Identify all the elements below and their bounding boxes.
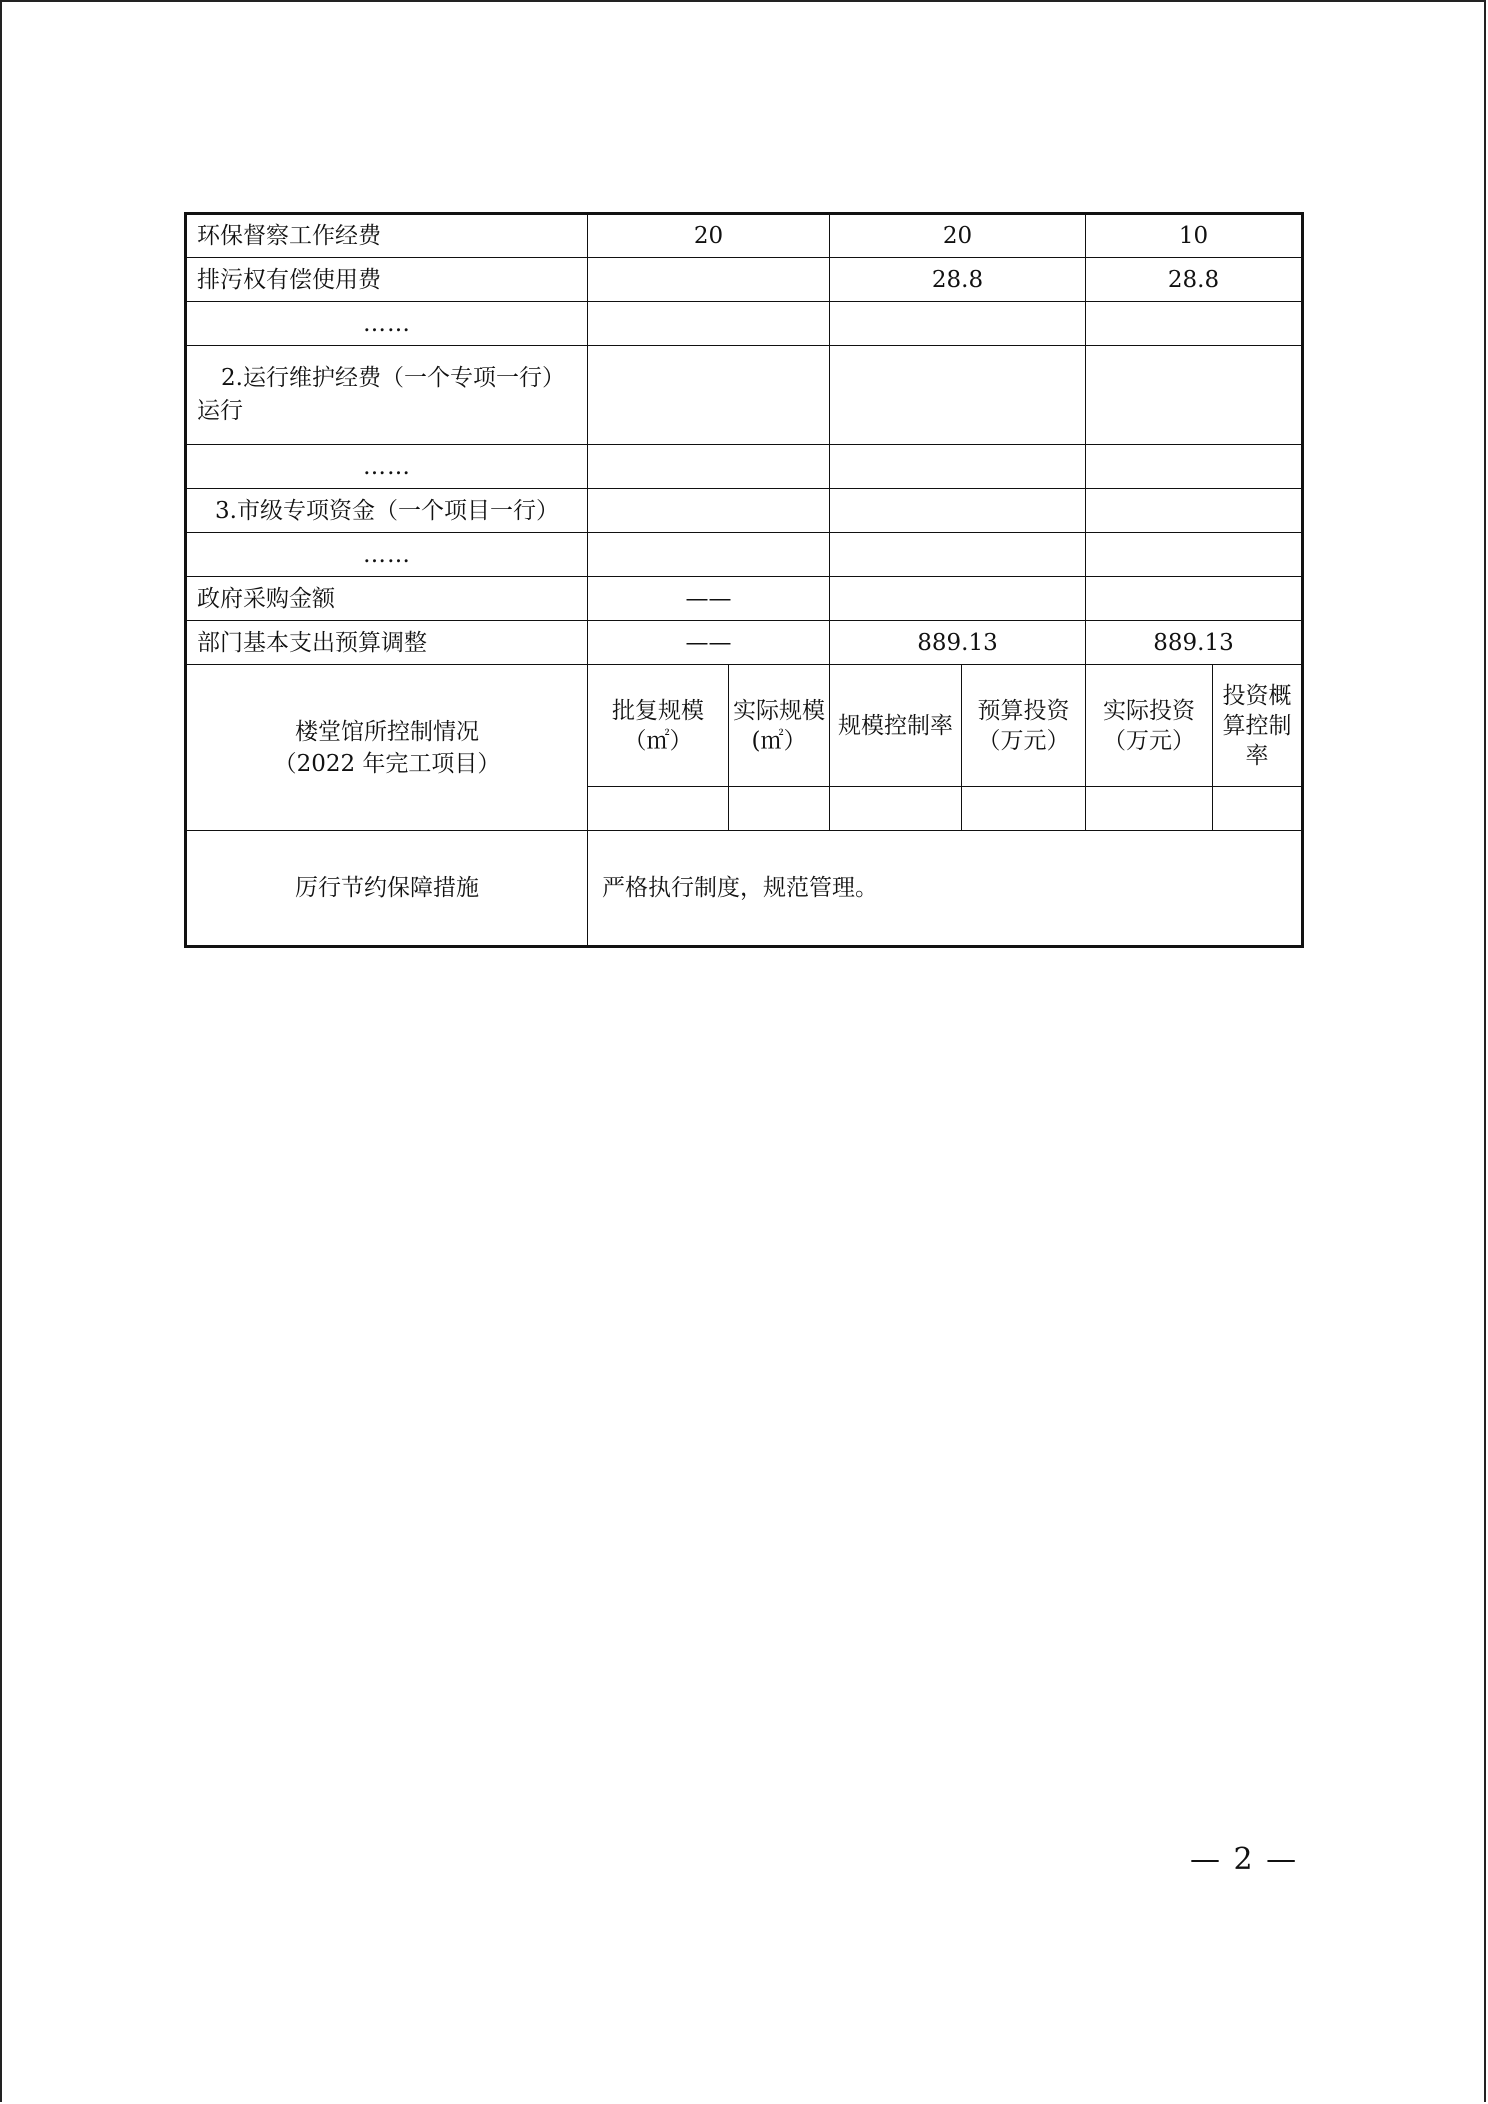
row-value-1: 20 (588, 214, 830, 258)
value-budget-investment (962, 787, 1086, 831)
row-label: …… (186, 533, 588, 577)
table-row (186, 445, 1303, 489)
measures-label: 厉行节约保障措施 (186, 831, 588, 947)
header-investment-control-rate: 投资概算控制率 (1213, 665, 1303, 787)
buildings-label-line1: 楼堂馆所控制情况 (295, 718, 479, 745)
row-value-1 (588, 346, 830, 445)
row-value-3 (1086, 489, 1303, 533)
budget-table (184, 212, 1304, 948)
row-value-3 (1086, 445, 1303, 489)
row-value-1 (588, 533, 830, 577)
row-value-2: 889.13 (830, 621, 1086, 665)
page-number: — 2 — (1190, 1842, 1299, 1877)
row-value-1 (588, 445, 830, 489)
header-actual-scale: 实际规模(㎡） (729, 665, 830, 787)
row-value-1: —— (588, 621, 830, 665)
row-label: …… (186, 302, 588, 346)
row-value-3 (1086, 346, 1303, 445)
row-label: 环保督察工作经费 (186, 214, 588, 258)
row-label: 3.市级专项资金（一个项目一行） (186, 489, 588, 533)
measures-row (186, 831, 1303, 947)
row-label: …… (186, 445, 588, 489)
row-value-2 (830, 445, 1086, 489)
row-value-1: —— (588, 577, 830, 621)
header-actual-investment: 实际投资（万元） (1086, 665, 1213, 787)
row-value-2 (830, 346, 1086, 445)
row-value-3: 10 (1086, 214, 1303, 258)
row-label: 部门基本支出预算调整 (186, 621, 588, 665)
row-value-3 (1086, 533, 1303, 577)
value-approved-scale (588, 787, 729, 831)
table-row (186, 302, 1303, 346)
buildings-label-line2: （2022 年完工项目） (273, 750, 501, 777)
row-value-1 (588, 302, 830, 346)
row-label: 政府采购金额 (186, 577, 588, 621)
buildings-header-row (186, 665, 1303, 787)
table-row (186, 489, 1303, 533)
buildings-label (186, 665, 588, 831)
row-value-3: 28.8 (1086, 258, 1303, 302)
header-approved-scale: 批复规模（㎡） (588, 665, 729, 787)
row-value-1 (588, 258, 830, 302)
table-row (186, 214, 1303, 258)
value-scale-control-rate (830, 787, 962, 831)
row-value-2: 20 (830, 214, 1086, 258)
row-value-2 (830, 533, 1086, 577)
row-value-3 (1086, 577, 1303, 621)
table-row (186, 621, 1303, 665)
table-row (186, 533, 1303, 577)
value-investment-control-rate (1213, 787, 1303, 831)
row-label: 2.运行维护经费（一个专项一行）运行 (186, 346, 588, 445)
row-value-3: 889.13 (1086, 621, 1303, 665)
row-value-2: 28.8 (830, 258, 1086, 302)
value-actual-investment (1086, 787, 1213, 831)
table-row (186, 577, 1303, 621)
header-scale-control-rate: 规模控制率 (830, 665, 962, 787)
row-value-3 (1086, 302, 1303, 346)
row-value-2 (830, 577, 1086, 621)
header-budget-investment: 预算投资（万元） (962, 665, 1086, 787)
measures-value: 严格执行制度，规范管理。 (588, 831, 1303, 947)
row-value-2 (830, 489, 1086, 533)
row-value-1 (588, 489, 830, 533)
row-value-2 (830, 302, 1086, 346)
table-row (186, 346, 1303, 445)
value-actual-scale (729, 787, 830, 831)
row-label: 排污权有偿使用费 (186, 258, 588, 302)
table-row (186, 258, 1303, 302)
